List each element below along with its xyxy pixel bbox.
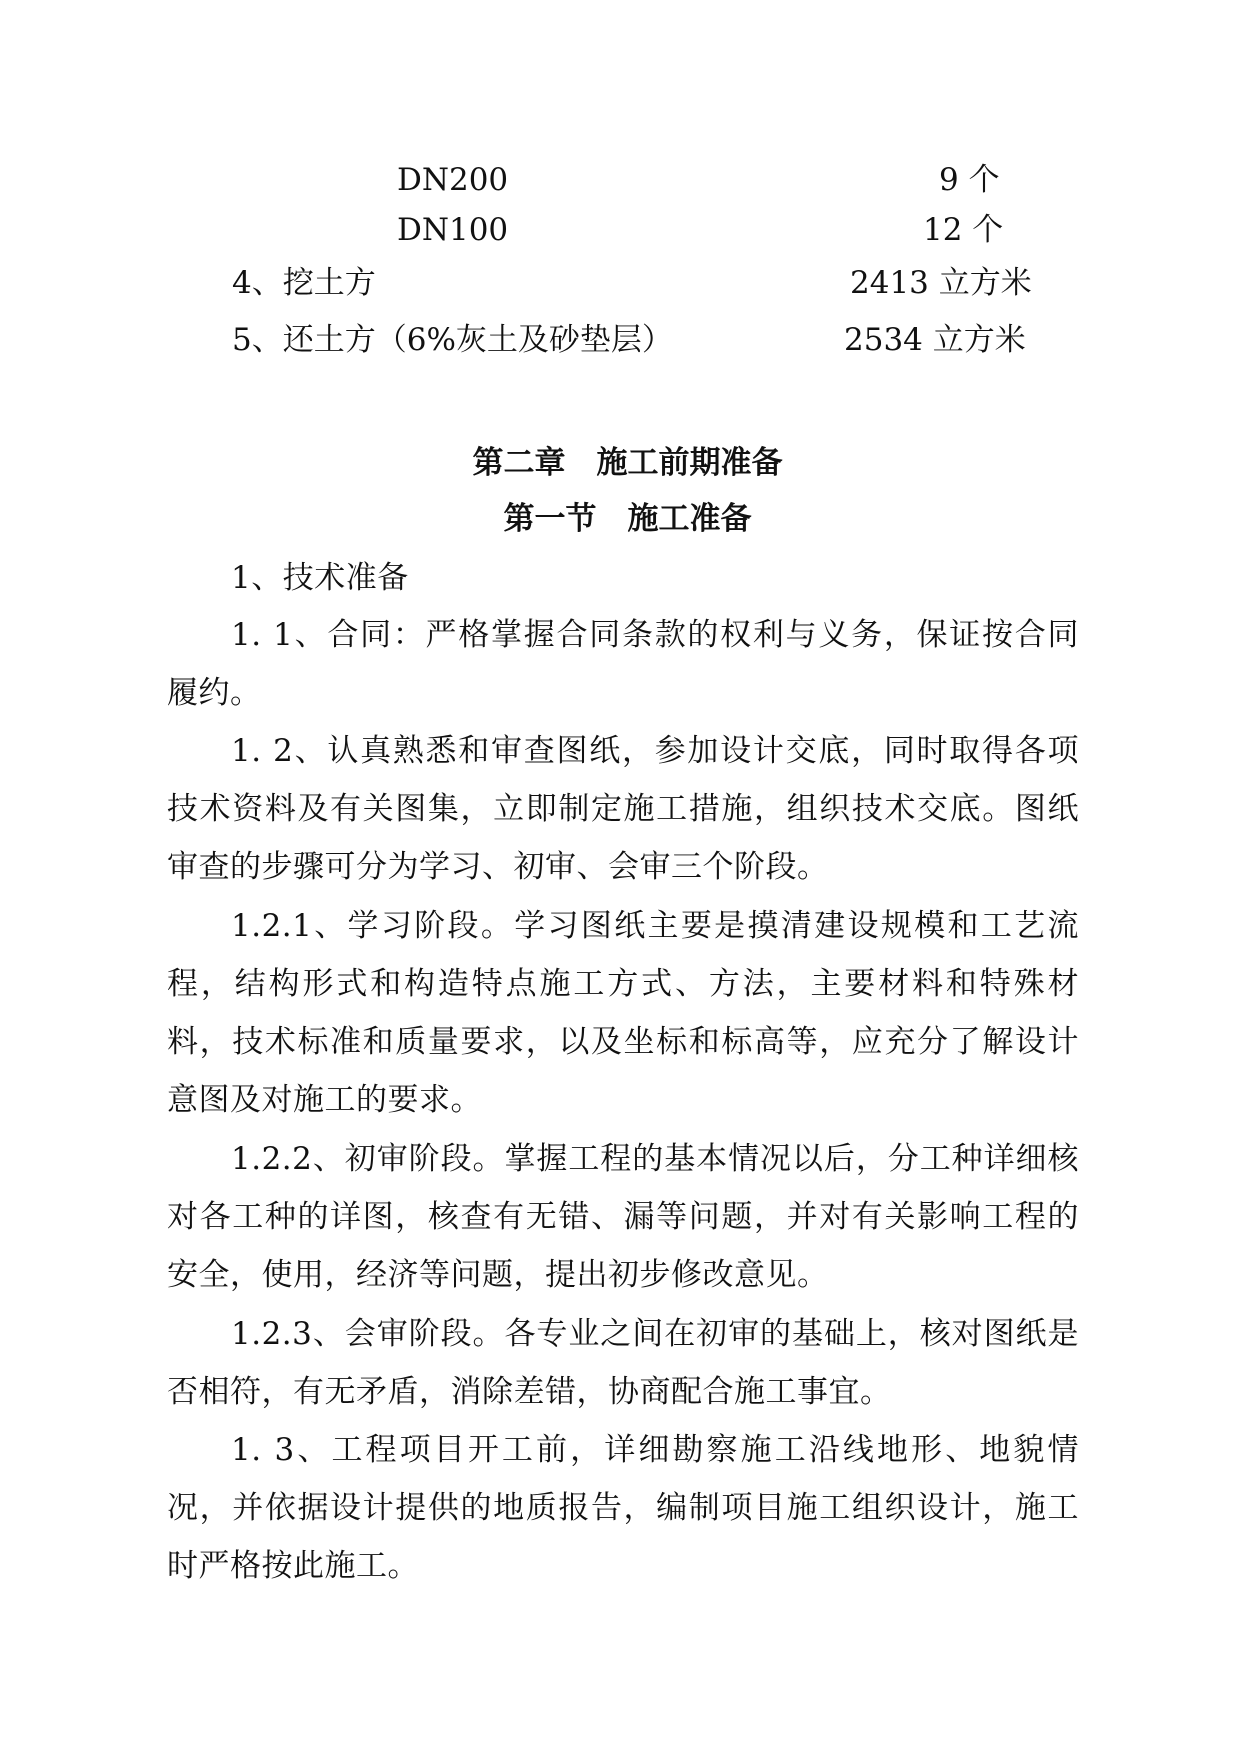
list-item [397,158,1000,202]
list-item [232,261,1032,305]
paragraph: 1.2.1、学习阶段。学习图纸主要是摸清建设规模和工艺流程，结构形式和构造特点施工方式、方法，主要材料和特殊材料，技术标准和质量要求，以及坐标和标高等，应充分了解设计意图及对施工的要求。 [167,908,1079,1118]
section-title: 第一节 施工准备 [503,501,752,537]
list-item-quantity: 2534 立方米 [844,322,1026,358]
list-item-name: 4、挖土方 [232,265,376,301]
paragraph: 1.2.3、会审阶段。各专业之间在初审的基础上，核对图纸是否相符，有无矛盾，消除差错，协商配合施工事宜。 [167,1316,1079,1410]
list-item-name: DN200 [397,162,509,198]
paragraph: 1. 2、认真熟悉和审查图纸，参加设计交底，同时取得各项技术资料及有关图集，立即制定施工措施，组织技术交底。图纸审查的步骤可分为学习、初审、会审三个阶段。 [167,733,1079,885]
list-item-name: DN100 [397,212,509,248]
list-item-quantity: 9 个 [939,162,1000,198]
list-item-quantity: 2413 立方米 [850,265,1032,301]
list-item [232,318,1032,362]
paragraph: 1、技术准备 [231,560,409,596]
list-item [397,208,1004,252]
paragraph: 1.2.2、初审阶段。掌握工程的基本情况以后，分工种详细核对各工种的详图，核查有无错、漏等问题，并对有关影响工程的安全，使用，经济等问题，提出初步修改意见。 [167,1141,1079,1293]
chapter-title: 第二章 施工前期准备 [472,445,783,481]
paragraph: 1. 1、合同：严格掌握合同条款的权利与义务，保证按合同履约。 [167,617,1079,711]
list-item-name: 5、还土方（6%灰土及砂垫层） [232,322,673,358]
list-item-quantity: 12 个 [923,212,1004,248]
paragraph: 1. 3、工程项目开工前，详细勘察施工沿线地形、地貌情况，并依据设计提供的地质报告，编制项目施工组织设计，施工时严格按此施工。 [167,1432,1079,1584]
